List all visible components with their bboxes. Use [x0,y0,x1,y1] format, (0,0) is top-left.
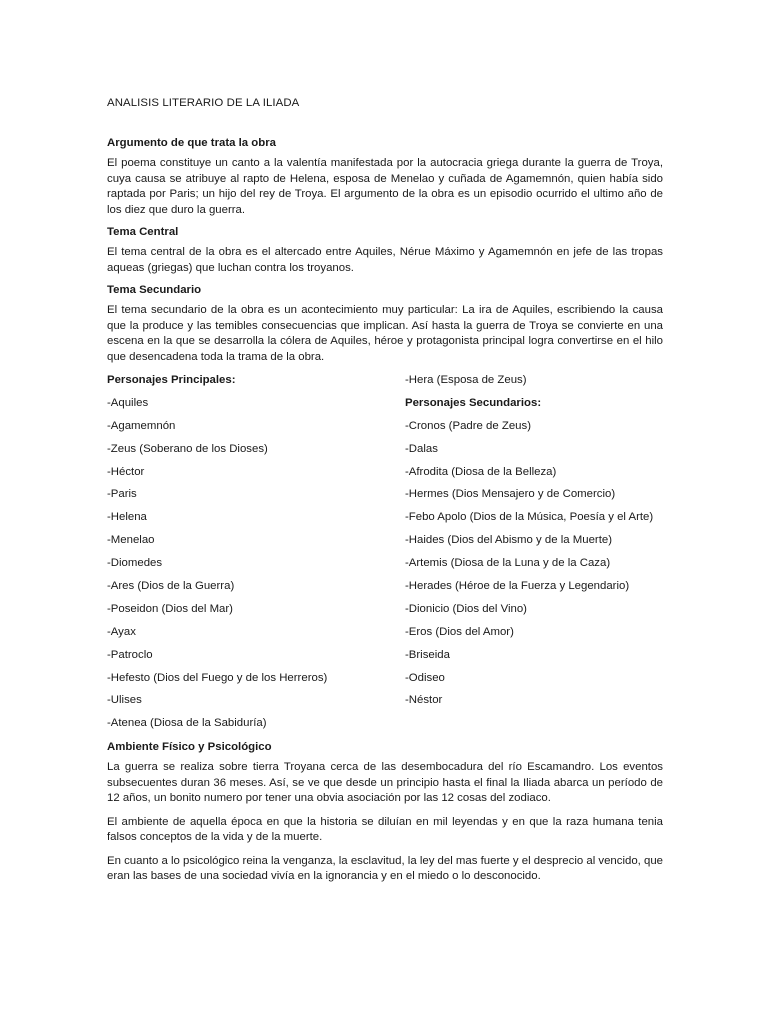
secondary-characters-column [405,373,663,739]
paragraph-tema-secundario: El tema secundario de la obra es un acontecimiento muy particular: La ira de Aquiles, escribiendo la causa que la produce y las temibles consecuencias que implican. Así hasta la guerra de Troya se convierte en una escena en la que se desarrolla la cólera de Aquiles, héroe y protagonista principal logra convertirse en el hilo que desencadena toda la trama de la obra. [107,304,663,363]
secondary-character-item: -Afrodita (Diosa de la Belleza) [405,465,557,478]
heading-tema-secundario: Tema Secundario [107,284,202,296]
main-character-item: -Paris [107,488,137,501]
secondary-character-item: -Herades (Héroe de la Fuerza y Legendario) [405,580,630,593]
secondary-character-item: -Dionicio (Dios del Vino) [405,602,527,615]
secondary-character-item: -Briseida [405,648,450,661]
secondary-character-item: -Cronos (Padre de Zeus) [405,419,531,432]
document-title: ANALISIS LITERARIO DE LA ILIADA [107,97,300,109]
characters-section [107,373,663,739]
main-character-item: -Aquiles [107,396,149,409]
main-characters-column [107,373,367,739]
main-characters-heading: Personajes Principales: [107,374,236,386]
secondary-characters-heading: Personajes Secundarios: [405,396,542,409]
heading-tema-central: Tema Central [107,226,179,238]
secondary-character-item: -Odiseo [405,671,445,684]
heading-ambiente: Ambiente Físico y Psicológico [107,741,272,754]
secondary-character-item: -Hermes (Dios Mensajero y de Comercio) [405,488,616,501]
main-character-item: -Ulises [107,694,142,707]
main-character-item: -Patroclo [107,648,153,661]
main-character-item: -Ares (Dios de la Guerra) [107,580,235,593]
main-character-item: -Helena [107,511,147,524]
main-character-item: -Poseidon (Dios del Mar) [107,602,233,615]
heading-argumento: Argumento de que trata la obra [107,137,276,149]
secondary-character-item: -Haides (Dios del Abismo y de la Muerte) [405,534,613,547]
document-body [107,97,663,893]
main-character-item: -Ayax [107,625,136,638]
secondary-character-item: -Eros (Dios del Amor) [405,625,514,638]
paragraph-argumento: El poema constituye un canto a la valentía manifestada por la autocracia griega durante la guerra de Troya, cuya causa se atribuye al rapto de Helena, esposa de Menelao y cuñada de Agamemnón, quien había sido raptada por Paris; un hijo del rey de Troya. El argumento de la obra es un episodio ocurrido el ultimo año de los diez que duro la guerra. [107,157,663,216]
secondary-character-item: -Febo Apolo (Dios de la Música, Poesía y el Arte) [405,511,654,524]
main-character-item: -Diomedes [107,557,163,570]
paragraph-ambiente-fisico: La guerra se realiza sobre tierra Troyana cerca de las desembocadura del río Escamandro. Los eventos subsecuentes duran 36 meses. Así, se ve que desde un principio hasta el final la Iliada abarca un período de 12 años, un bonito numero por tener una obvia asociación por las 12 cosas del zodiaco. [107,761,663,805]
main-character-item: -Agamemnón [107,419,176,432]
main-character-item: -Atenea (Diosa de la Sabiduría) [107,717,267,730]
paragraph-ambiente-epoca: El ambiente de aquella época en que la historia se diluían en mil leyendas y en que la raza humana tenia falsos conceptos de la vida y de la muerte. [107,815,663,844]
paragraph-ambiente-psicologico: En cuanto a lo psicológico reina la venganza, la esclavitud, la ley del mas fuerte y el desprecio al vencido, que eran las bases de una sociedad vivía en la ignorancia y en el miedo o lo desconocido. [107,854,663,883]
paragraph-tema-central: El tema central de la obra es el altercado entre Aquiles, Nérue Máximo y Agamemnón en jefe de las tropas aqueas (griegas) que luchan contra los troyanos. [107,246,663,274]
main-character-item: -Zeus (Soberano de los Dioses) [107,442,268,455]
main-character-item-hera: -Hera (Esposa de Zeus) [405,374,527,386]
main-character-item: -Héctor [107,465,145,478]
main-character-item: -Hefesto (Dios del Fuego y de los Herreros) [107,671,328,684]
secondary-character-item: -Néstor [405,694,443,707]
main-character-item: -Menelao [107,534,155,547]
secondary-character-item: -Artemis (Diosa de la Luna y de la Caza) [405,557,611,570]
secondary-character-item: -Dalas [405,442,438,455]
